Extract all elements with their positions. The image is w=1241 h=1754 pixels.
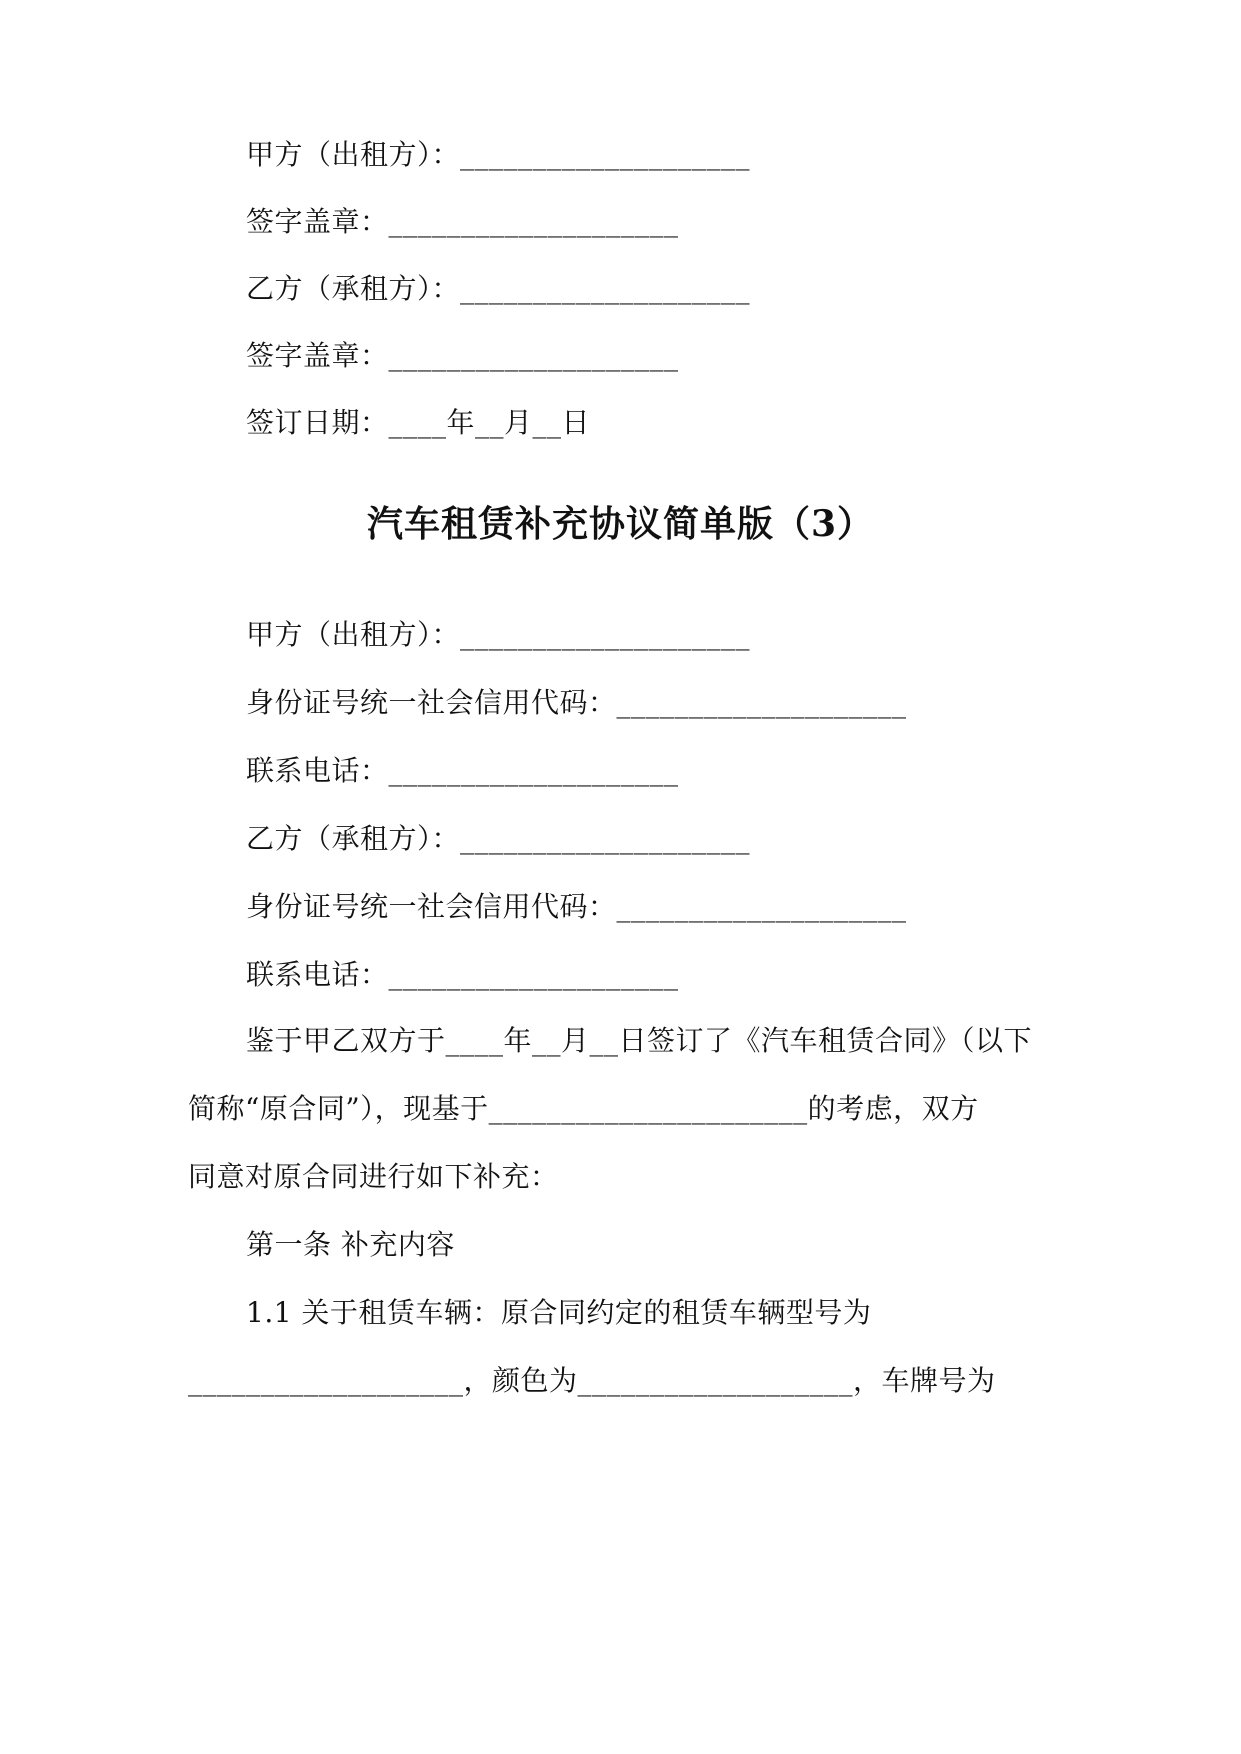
party-b-line: 乙方（承租方）：____________________ bbox=[246, 822, 751, 855]
party-a-phone-line: 联系电话：____________________ bbox=[246, 754, 679, 787]
recital-line-2: 简称“原合同”），现基于______________________的考虑，双方 bbox=[188, 1092, 979, 1125]
party-a-line: 甲方（出租方）：____________________ bbox=[246, 618, 751, 651]
signing-date-line: 签订日期：____年__月__日 bbox=[246, 406, 591, 439]
article-1-heading: 第一条 补充内容 bbox=[246, 1228, 455, 1261]
document-title: 汽车租赁补充协议简单版（3） bbox=[366, 503, 875, 545]
recital-line-1: 鉴于甲乙双方于____年__月__日签订了《汽车租赁合同》（以下 bbox=[246, 1024, 1033, 1057]
recital-line-3: 同意对原合同进行如下补充： bbox=[188, 1160, 559, 1193]
party-a-signature-line: 签字盖章：____________________ bbox=[246, 205, 679, 238]
clause-1-1-line-1: 1.1 关于租赁车辆：原合同约定的租赁车辆型号为 bbox=[246, 1296, 872, 1329]
party-b-id-line: 身份证号统一社会信用代码：____________________ bbox=[246, 890, 907, 923]
party-b-phone-line: 联系电话：____________________ bbox=[246, 958, 679, 991]
clause-1-1-line-2: ___________________，颜色为___________________，车牌号为 bbox=[188, 1364, 996, 1397]
party-a-id-line: 身份证号统一社会信用代码：____________________ bbox=[246, 686, 907, 719]
party-a-line-top: 甲方（出租方）：____________________ bbox=[246, 138, 751, 171]
party-b-line-top: 乙方（承租方）：____________________ bbox=[246, 272, 751, 305]
party-b-signature-line: 签字盖章：____________________ bbox=[246, 339, 679, 372]
